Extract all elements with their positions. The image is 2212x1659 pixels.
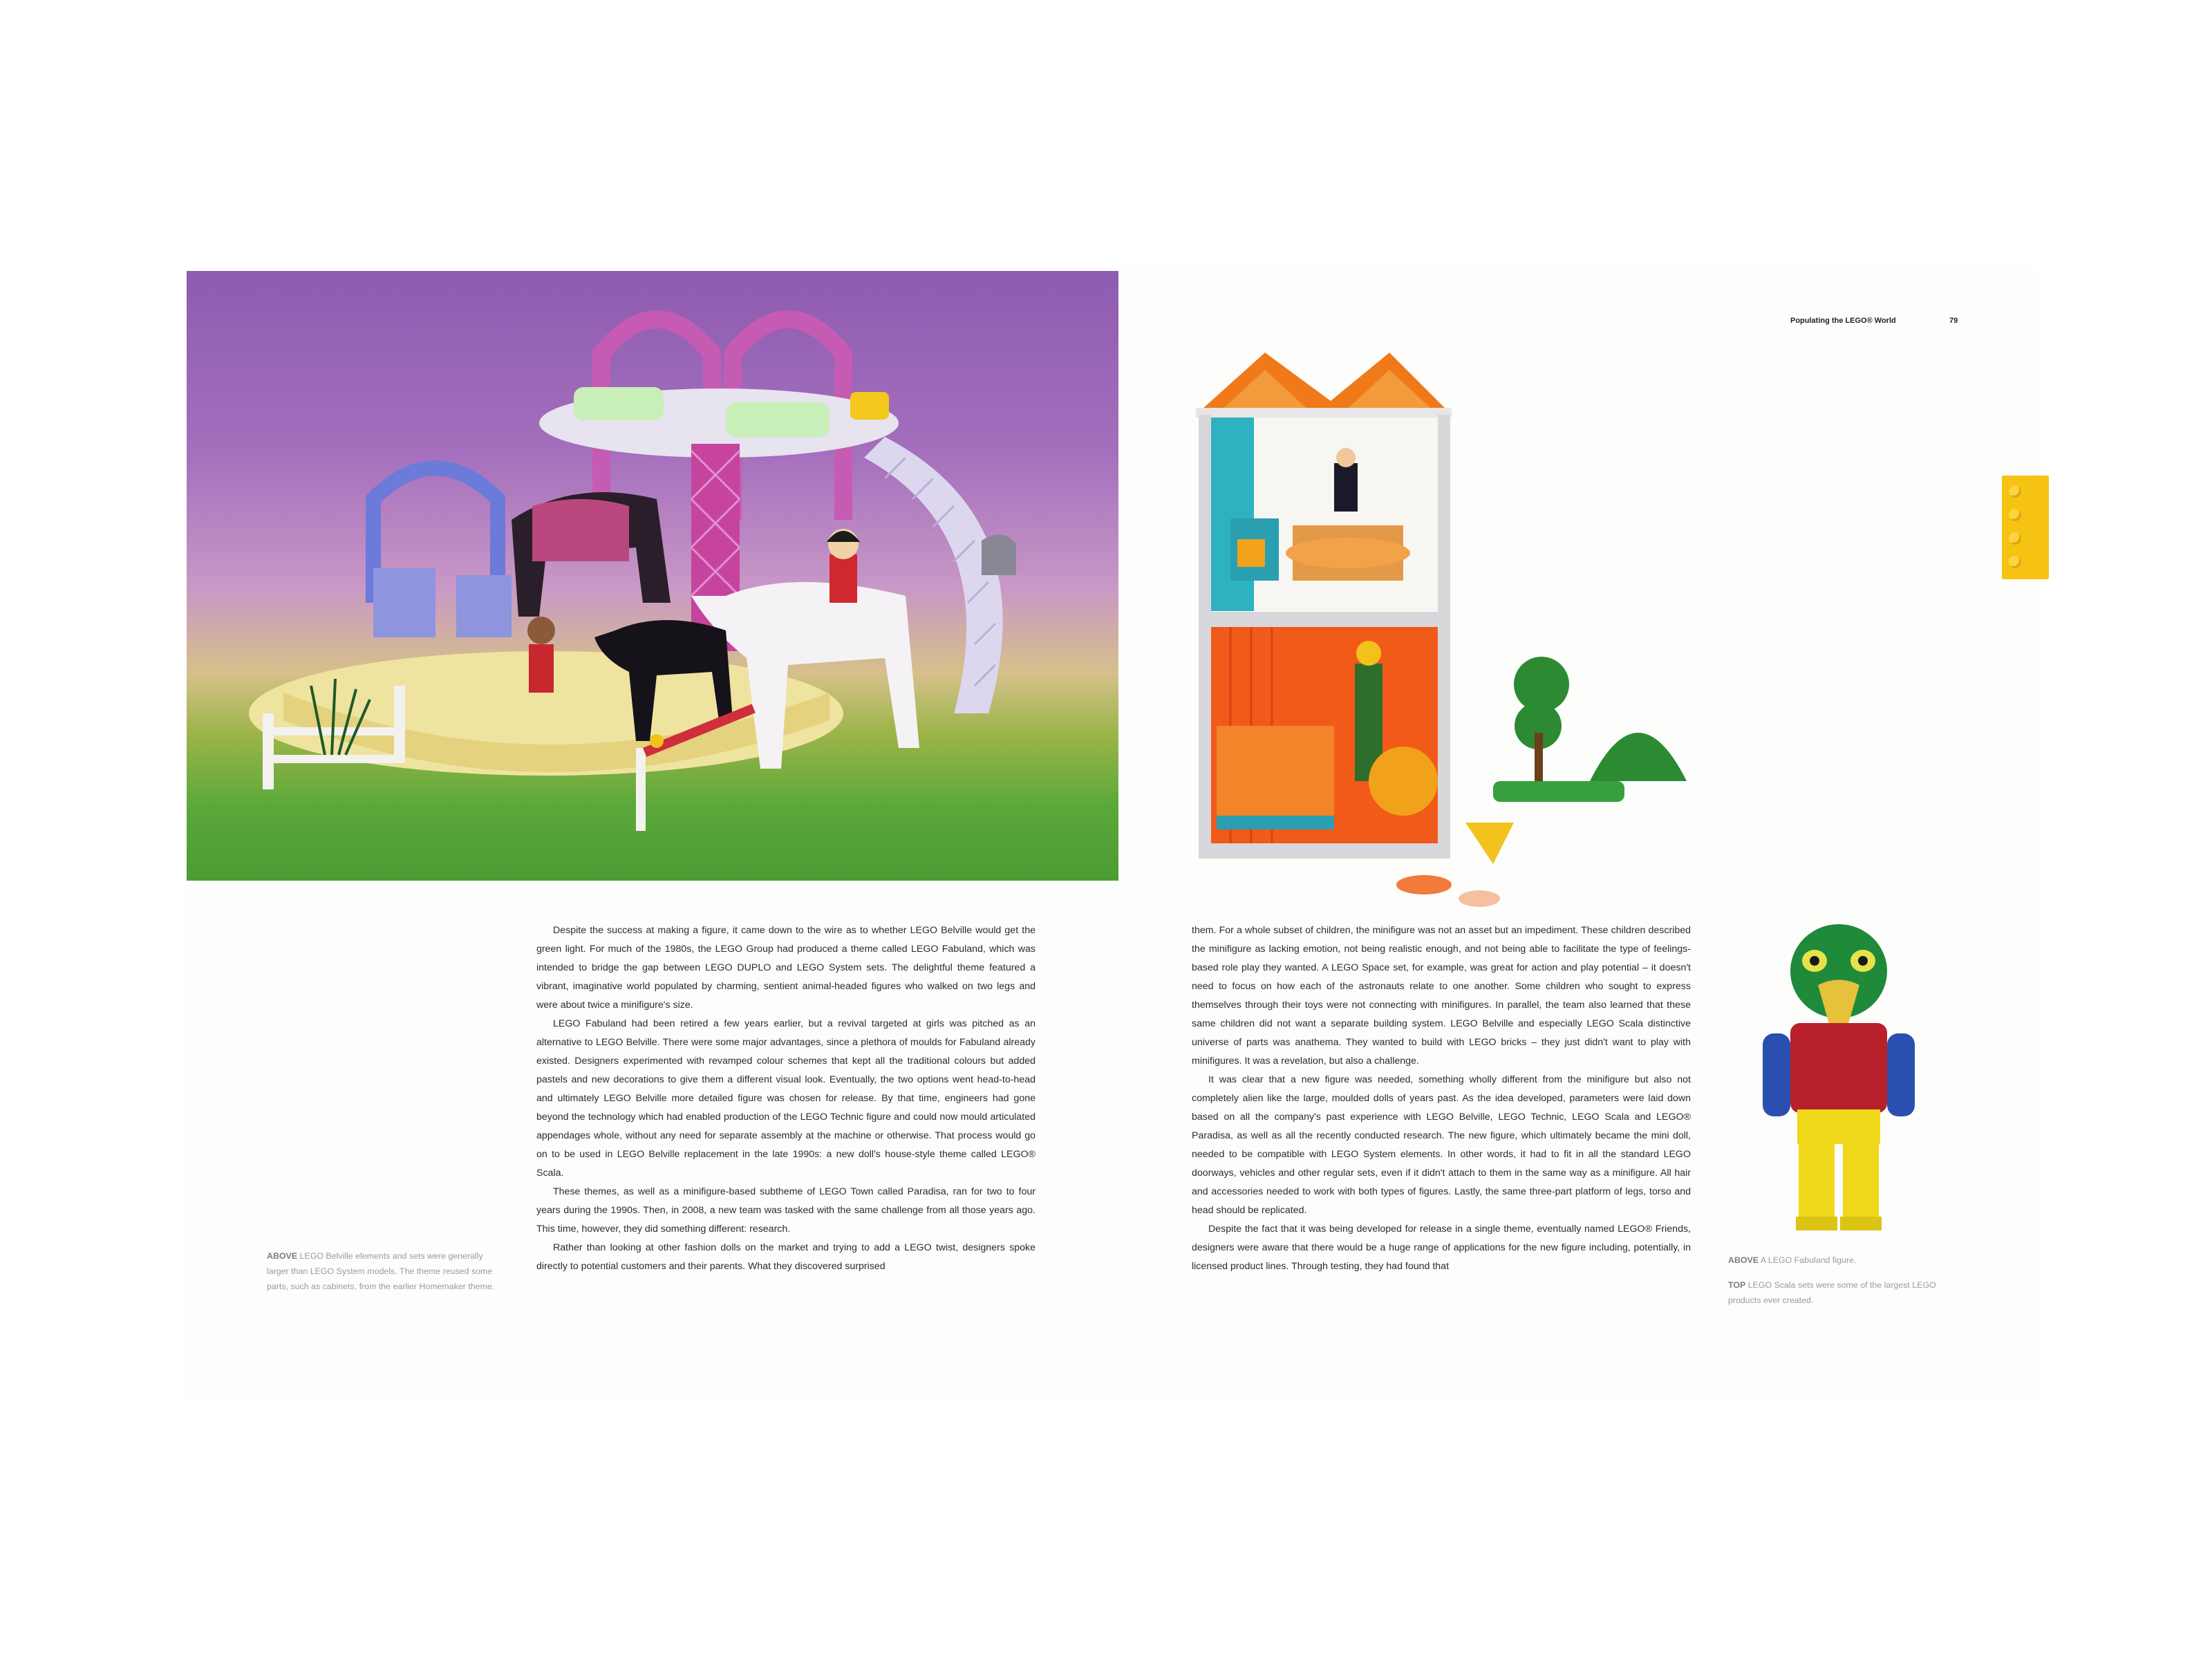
brick-stud-icon <box>2009 532 2021 545</box>
caption-text: A LEGO Fabuland figure. <box>1759 1255 1857 1265</box>
caption-text: LEGO Scala sets were some of the largest LEGO products ever created. <box>1728 1280 1936 1305</box>
page-number: 79 <box>1949 317 1958 325</box>
caption-fabuland <box>1728 1253 1963 1268</box>
paragraph: These themes, as well as a minifigure-based subtheme of LEGO Town called Paradisa, ran for two to four years during the 1990s. Then, in 2008, a new team was tasked with the same challenge from all those years ago. This time, however, they did something different: research. <box>536 1186 1035 1235</box>
scala-house-photo <box>1189 339 1742 912</box>
paragraph: Rather than looking at other fashion dolls on the market and trying to add a LEGO twist, designers spoke directly to potential customers and their parents. What they discovered surprised <box>536 1242 1035 1272</box>
paragraph: LEGO Fabuland had been retired a few years earlier, but a revival targeted at girls was pitched as an alternative to LEGO Belville. There were some major advantages, since a plethora of moulds for Fabuland already existed. Designers experimented with revamped colour schemes that kept all the traditional colours but added pastels and new decorations to give them a different visual look. Eventually, the two options went head-to-head and ultimately LEGO Belville more detailed figure was chosen for release. By that time, engineers had gone beyond the technology which had enabled production of the LEGO Technic figure and could now mould articulated appendages whole, without any need for separate assembly at the machine or otherwise. That process would go on to be used in LEGO Belville replacement in the late 1990s: a new doll's house-style theme called LEGO® Scala. <box>536 1018 1035 1179</box>
caption-label: ABOVE <box>1728 1255 1759 1265</box>
belville-stable-photo <box>187 271 1118 881</box>
body-column-right <box>1192 921 1691 1276</box>
caption-label: TOP <box>1728 1280 1746 1290</box>
caption-label: ABOVE <box>267 1251 298 1261</box>
caption-text: LEGO Belville elements and sets were generally larger than LEGO System models. The theme reused some parts, such as cabinets, from the earlier Homemaker theme. <box>267 1251 495 1291</box>
paragraph: Despite the success at making a figure, it came down to the wire as to whether LEGO Belville would get the green light. For much of the 1980s, the LEGO Group had produced a theme called LEGO Fabuland, which was intended to bridge the gap between LEGO DUPLO and LEGO System sets. The delightful theme featured a vibrant, imaginative world populated by charming, sentient animal-headed figures who walked on two legs and were about twice a minifigure's size. <box>536 925 1035 1011</box>
caption-belville <box>267 1248 502 1294</box>
body-column-left <box>536 921 1035 1276</box>
paragraph: It was clear that a new figure was needed, something wholly different from the minifigure but also not completely alien like the large, moulded dolls of years past. As the idea developed, parameters were laid down based on all the company's past experience with LEGO Belville, LEGO Technic, LEGO Scala and LEGO® Paradisa, as well as all the recently conducted research. The new figure, which ultimately became the mini doll, needed to be compatible with LEGO System elements. In other words, it had to fit in all the standard LEGO doorways, vehicles and other regular sets, even if it didn't attach to them in the same way as a minifigure. All hair and accessories needed to work with both types of figures. Lastly, the same three-part platform of legs, torso and head should be replicated. <box>1192 1074 1691 1216</box>
caption-scala <box>1728 1277 1949 1308</box>
paragraph: Despite the fact that it was being developed for release in a single theme, eventually named LEGO® Friends, designers were aware that there would be a huge range of applications for the new figure including, potentially, in licensed product lines. Through testing, they had found that <box>1192 1224 1691 1272</box>
running-head: Populating the LEGO® World <box>1790 317 1896 325</box>
brick-stud-icon <box>2009 509 2021 521</box>
paragraph: them. For a whole subset of children, the minifigure was not an asset but an impediment. These children described the minifigure as lacking emotion, not being realistic enough, and not being able to facilitate the type of feelings-based role play they wanted. A LEGO Space set, for example, was great for action and play potential – it doesn't need to focus on how each of the astronauts relate to one another. Some children who sought to express themselves through their toys were not connecting with minifigures. In parallel, the team also learned that these same children did not want a separate building system. LEGO Belville and especially LEGO Scala distinctive universe of parts was anathema. They wanted to build with LEGO bricks – they just didn't want to play with minifigures. It was a revelation, but also a challenge. <box>1192 925 1691 1067</box>
brick-stud-icon <box>2009 485 2021 498</box>
brick-stud-icon <box>2009 556 2021 568</box>
yellow-brick-icon <box>2002 476 2049 579</box>
fabuland-figure-photo <box>1749 919 1929 1237</box>
